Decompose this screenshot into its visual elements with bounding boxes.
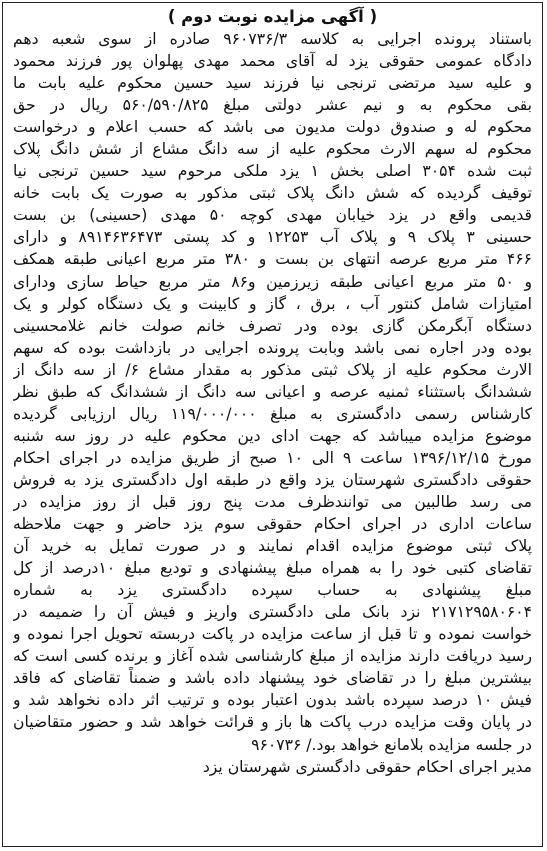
notice-line: فیش ۱۰ درصد سپرده باشد بدون اعتبار بوده و ترتیب اثر داده نخواهد شد و (13, 691, 532, 710)
notice-line: ساعات اداری در اجرای احکام حقوقی سوم یزد حاضر و جهت ملاحظه (13, 515, 532, 534)
notice-line: و ۵۰ متر مربع اعیانی طبقه زیرزمین و۸۶ متر مربع حیاط سازی ودارای (13, 272, 532, 291)
notice-line: حقوقی دادگستری شهرستان یزد واقع در طبقه اول دادگستری یزد به فروش (13, 470, 532, 489)
auction-notice (2, 2, 543, 847)
notice-line: حسینی ۳ پلاک ۹ و پلاک آب ۱۲۲۵۳ و کد پستی ۸۹۱۴۶۳۶۴۷۳ و دارای (13, 228, 532, 247)
notice-line: مورخ ۱۳۹۶/۱۲/۱۵ ساعت ۹ الی ۱۰ صبح از طریق مزایده در اجرای احکام (13, 448, 532, 467)
notice-line: الارث محکوم علیه از پلاک ثبتی مذکور به مقدار مشاع ۶/ از سه دانگ از (13, 360, 532, 379)
notice-line: دستگاه آبگرمکن گازی بوده ودر تصرف خانم صولت خانم غلامحسینی (13, 316, 532, 335)
notice-line: بیشترین مبلغ را در تقاضای خود پیشنهاد داده باشد و ضمناً تقاضای که فاقد (13, 669, 532, 688)
notice-line: دادگاه عمومی حقوقی یزد له آقای محمد مهدی پهلوان پور فرزند محمود (13, 52, 532, 71)
notice-title: ( آگهی مزایده نوبت دوم ) (167, 7, 378, 26)
notice-line: موضوع مزایده میباشد که جهت ادای دین محکوم علیه در روز سه شنبه (13, 426, 532, 445)
notice-body (13, 28, 532, 756)
notice-line: بقی محکوم به و نیم عشر دولتی مبلغ ۵۶۰/۵۹۰/۸۲۵ ریال در حق (13, 96, 532, 115)
notice-signature: مدیر اجرای احکام حقوقی دادگستری شهرستان یزد (202, 757, 532, 776)
notice-line: تقاضای کتبی خود را به همراه مبلغ پیشنهادی و تودیع مبلغ ۱۰درصد از کل (13, 559, 532, 578)
notice-line: قدیمی واقع در یزد خیابان مهدی کوچه ۵۰ مهدی (حسینی) بن بست (13, 206, 532, 225)
notice-line: ۲۱۷۱۲۹۵۸۰۶۰۴ نزد بانک ملی دادگستری واریز و فیش آن را ضمیمه در (13, 603, 532, 622)
notice-line: در جلسه مزایده بلامانع خواهد بود./ ۹۶۰۷۳۶ (251, 735, 532, 754)
notice-line: محکوم له سهم الارث محکوم علیه از سه دانگ مشاع از شش دانگ پلاک (13, 140, 532, 159)
notice-line: کارشناس رسمی دادگستری به مبلغ ۱۱۹/۰۰۰/۰۰۰ ریال ارزیابی گردیده (13, 404, 532, 423)
notice-line: مبلغ پیشنهادی به حساب سپرده دادگستری یزد به شماره (13, 581, 532, 600)
notice-line: ۴۶۶ متر مربع عرصه انتهای بن بست و ۳۸۰ متر مربع اعیانی طبقه همکف (13, 250, 532, 269)
notice-line: خواست نموده و تا قبل از ساعت مزایده در پاکت دربسته تحویل اجرا نموده و (13, 625, 532, 644)
notice-line: در پایان وقت مزایده درب پاکت ها باز و قرائت خواهد شد و حضور متقاضیان (13, 713, 532, 732)
notice-line: امتیازات شامل کنتور آب ، برق ، گاز و کابینت و یک دستگاه کولر و یک (13, 294, 532, 313)
notice-line: می رسد طالبین می توانندظرف مدت پنج روز قبل از روز مزایده در (13, 492, 532, 511)
notice-line: بوده ودر اجاره نمی باشد وبابت پرونده اجرایی در بازداشت بوده که سهم (13, 338, 532, 357)
notice-line: توقیف گردیده که شش دانگ پلاک ثبتی مذکور به صورت یک بابت خانه (13, 184, 532, 203)
notice-line: محکوم له و صندوق دولت مدیون می باشد که حسب اعلام و درخواست (13, 118, 532, 137)
notice-line: رسید دریافت دارند مزایده از مبلغ کارشناسی شده آغاز و برنده کسی است که (13, 647, 532, 666)
notice-line: ششدانگ باستثناء ثمنیه عرصه و اعیانی سه دانگ از ششدانگ که طبق نظر (13, 382, 532, 401)
notice-line: باستناد پرونده اجرایی به کلاسه ۹۶۰۷۳۶/۳ صادره از سوی شعبه دهم (13, 30, 532, 48)
notice-line: پلاک ثبتی موضوع مزایده اقدام نمایند و در صورت تمایل به خرید آن (13, 537, 532, 556)
notice-line: و علیه سید مرتضی ترنجی نیا فرزند سید حسین محکوم علیه بابت ما (13, 74, 532, 93)
notice-line: ثبت شده ۳۰۵۴ اصلی بخش ۱ یزد ملکی مرحوم سید حسین ترنجی نیا (13, 162, 532, 181)
